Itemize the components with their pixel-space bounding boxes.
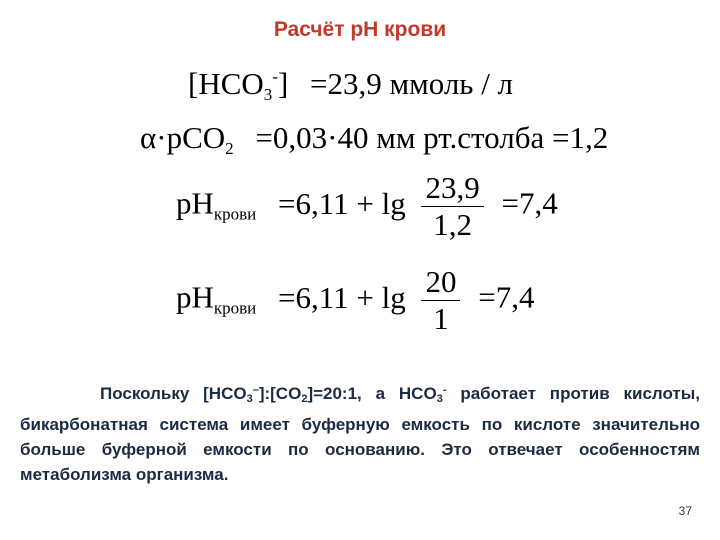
explanation-paragraph bbox=[20, 378, 700, 487]
eq3-numerator: 23,9 bbox=[425, 170, 480, 205]
eq3-fraction bbox=[421, 170, 483, 243]
eq2-lhs-subscript: 2 bbox=[225, 139, 234, 158]
para-sub-1: 3 bbox=[246, 393, 253, 405]
para-part-4: работает против кислоты, бикарбонатная система имеет буферную емкость по кислоте значительно больше буферной емкости по основанию. Это отвечает особенностям метаболизма организма. bbox=[20, 384, 700, 484]
eq1-lhs-superscript: - bbox=[272, 67, 278, 86]
eq2-lhs: α·pCO bbox=[140, 120, 226, 155]
para-part-3: ]=20:1, а HCO bbox=[307, 384, 437, 403]
equation-dissolved-co2 bbox=[140, 120, 608, 159]
eq3-result: =7,4 bbox=[501, 185, 558, 221]
para-sup-1: – bbox=[252, 384, 259, 396]
para-sub-2: 2 bbox=[301, 393, 308, 405]
eq3-middle: =6,11 + lg bbox=[278, 185, 406, 221]
para-sup-3: - bbox=[442, 384, 447, 396]
eq4-result: =7,4 bbox=[478, 279, 535, 315]
eq3-denominator: 1,2 bbox=[433, 207, 472, 242]
equation-ph-blood-values bbox=[176, 170, 558, 243]
eq4-fraction bbox=[421, 264, 460, 337]
equation-bicarbonate-concentration bbox=[188, 66, 513, 105]
eq1-lhs-open: [HCO bbox=[188, 66, 264, 101]
eq3-ph-subscript: крови bbox=[213, 204, 257, 224]
equation-ph-blood-ratio bbox=[176, 264, 534, 337]
eq4-ph: pH bbox=[176, 279, 214, 315]
eq1-rhs: =23,9 ммоль / л bbox=[310, 66, 514, 101]
para-part-2: ]:[CO bbox=[258, 384, 302, 403]
eq3-ph: pH bbox=[176, 185, 214, 221]
eq4-middle: =6,11 + lg bbox=[278, 279, 406, 315]
para-part-1: Поскольку [HCO bbox=[100, 384, 247, 403]
eq4-numerator: 20 bbox=[425, 264, 457, 299]
eq4-ph-subscript: крови bbox=[213, 298, 257, 318]
eq1-lhs-close: ] bbox=[277, 66, 289, 101]
para-sub-3: 3 bbox=[436, 393, 443, 405]
eq4-denominator: 1 bbox=[433, 301, 449, 336]
eq1-lhs-subscript: 3 bbox=[263, 85, 273, 104]
eq2-rhs: =0,03·40 мм рт.столба =1,2 bbox=[255, 120, 609, 155]
page-number: 37 bbox=[678, 504, 692, 518]
slide-title: Расчёт рН крови bbox=[273, 18, 447, 41]
